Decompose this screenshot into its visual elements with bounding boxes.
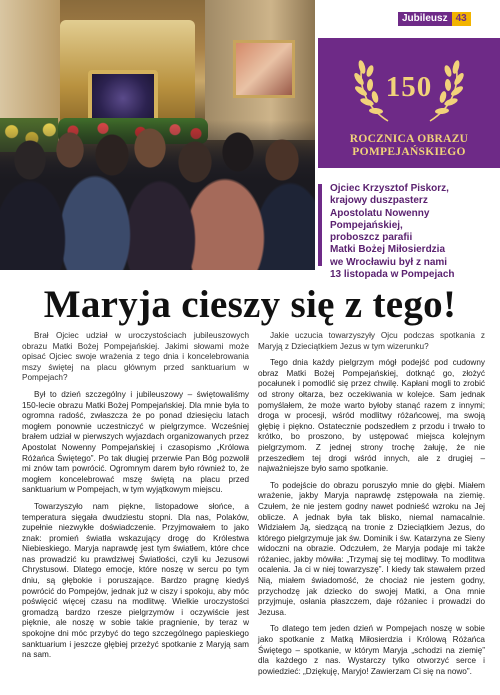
caption-line: proboszcz parafii (330, 232, 413, 244)
section-label: Jubileusz (398, 12, 452, 26)
photo-caption (330, 183, 495, 281)
caption-line: Matki Bożej Miłosierdzia (330, 244, 446, 256)
article-paragraph: Towarzyszyło nam piękne, listopadowe słońce, a temperatura sięgała dwudziestu stopni. Dla nas, Polaków, zupełnie niezwykłe doświadczenie. Przyjmowałem to jako znak: promień światła wskazujący drogę do Królestwa Niebieskiego. Maryja naprawdę jest tym światłem, które chce nas prowadzić ku prawdziwej Światłości, czyli ku Jezusowi Chrystusowi. Dlatego emocje, które noszę w sercu po tym dniu, są głębokie i poruszające. Bardzo pragnę kiedyś powrócić do Pompejów, jednak już w ciszy i spokoju, aby móc poświęcić więcej czasu na modlitwę. Wielkie uroczystości gromadzą bardzo rzesze pielgrzymów i oczywiście jest pięknie, ale noszę w sobie takie pragnienie, by teraz w spokojne dni móc przybyć do tego szczególnego papieskiego sanktuarium i jeszcze głębiej przeżyć spotkanie z Maryją sam na sam. (22, 501, 249, 660)
photo-painting (233, 40, 295, 98)
article-paragraph: To dlatego tem jeden dzień w Pompejach noszę w sobie jako spotkanie z Matką Miłosierdzia i Królową Różańca Świętego – spotkanie, w którym Maryja „schodzi na ziemię” dla każdego z nas. Wystarczy tylko otworzyć serce i powiedzieć: „Dziękuję, Maryjo! Zawierzam Ci się na nowo”. (258, 624, 485, 676)
article-photo (0, 0, 315, 270)
anniversary-panel (318, 38, 500, 168)
section-badge (398, 12, 470, 26)
caption-line: 13 listopada w Pompejach (330, 269, 455, 281)
anniversary-number: 150 (385, 71, 433, 103)
article-column-right (258, 331, 485, 677)
article-paragraph: To podejście do obrazu poruszyło mnie do głębi. Miałem wrażenie, jakby Maryja naprawdę zstępowała na ziemię. Czułem, że nie jestem godny nawet podnieść wzroku na Jej oblicze. A jednak była tak blisko, niemal namacalnie. Widziałem Ją, siedzącą na tronie z Dzieciątkiem Jezus, do którego pielgrzymuje jak św. Dominik i św. Katarzyna ze Sieny widoczni na obrazie. Odczułem, że Maryja podaje mi także różaniec, jakby mówiła: „Trzymaj się tej modlitwy. To modlitwa ocalenia. Ja ci w niej towarzyszę”. I kiedy tak stawałem przed Nią, miałem świadomość, że chociaż nie jestem godny, przychodzę jak dziecko do swojej Matki, a Ona mnie przyjmuje, osłania płaszczem, daje różaniec i prowadzi do Jezusa. (258, 480, 485, 617)
caption-accent-bar (318, 184, 322, 266)
article-paragraph: Był to dzień szczególny i jubileuszowy – świętowaliśmy 150-lecie obrazu Matki Bożej Pompejańskiej. Dla mnie była to ogromna radość, zwłaszcza że po ponad dziesięciu latach mogłem ponownie uczestniczyć w pielgrzymce. Wcześniej brałem udział w pierwszych wyjazdach organizowanych przez Apostolat Nowenny Pompejańskiej i czasopismo „Królowa Różańca Świętego”. Po tak długiej przerwie Pan Bóg pozwolił mi znów tam powrócić. Ogromnym darem było również to, że mogłem koncelebrować mszę świętą na placu przed sanktuarium w Pompejach, w tym wyjątkowym miejscu. (22, 389, 249, 495)
caption-line: Apostolatu Nowenny (330, 207, 430, 219)
caption-line: Pompejańskiej, (330, 219, 403, 231)
caption-line: we Wrocławiu był z nami (330, 256, 448, 268)
anniversary-line-2: POMPEJAŃSKIEGO (352, 146, 466, 158)
article-headline: Maryja cieszy się z tego! (43, 283, 457, 326)
photo-crowd (0, 120, 315, 270)
anniversary-line-1: ROCZNICA OBRAZU (349, 133, 469, 145)
interview-question: Jakie uczucia towarzyszyły Ojcu podczas spotkania z Maryją z Dzieciątkiem Jezus w tym wizerunku? (258, 331, 485, 351)
interview-question: Brał Ojciec udział w uroczystościach jubileuszowych obrazu Matki Bożej Pompejańskiej. Jakimi słowami może opisać Ojciec swoje wrażenia z tego dnia i koncelebrowania mszy świętej na placu głównym przed sanktuarium w Pompejach? (22, 331, 249, 383)
article-paragraph: Tego dnia każdy pielgrzym mógł podejść pod cudowny obraz Matki Bożej Pompejańskiej, dotknąć go, złożyć pocałunek i pomodlić się przez chwilę. Kapłani mogli to zrobić od strony ołtarza, bez oczekiwania w kolejce. Sam jednak pomyślałem, że może warto byłoby stanąć razem z innymi; droga w procesji, wśród modlitwy różańcowej, ma swoją głębię i piękno. Ostatecznie podszedłem z przodu i trwało to krótko, bo proszono, by ustępować miejsca kolejnym pielgrzymom. Z jednej strony trochę żałuję, że nie przeszedłem tej drogi wśród innych, ale z drugiej – najważniejsze było samo spotkanie. (258, 358, 485, 474)
caption-line: krajowy duszpasterz (330, 195, 428, 207)
page-number: 43 (452, 12, 471, 26)
caption-line: Ojciec Krzysztof Piskorz, (330, 183, 449, 194)
article-column-left (22, 331, 249, 661)
